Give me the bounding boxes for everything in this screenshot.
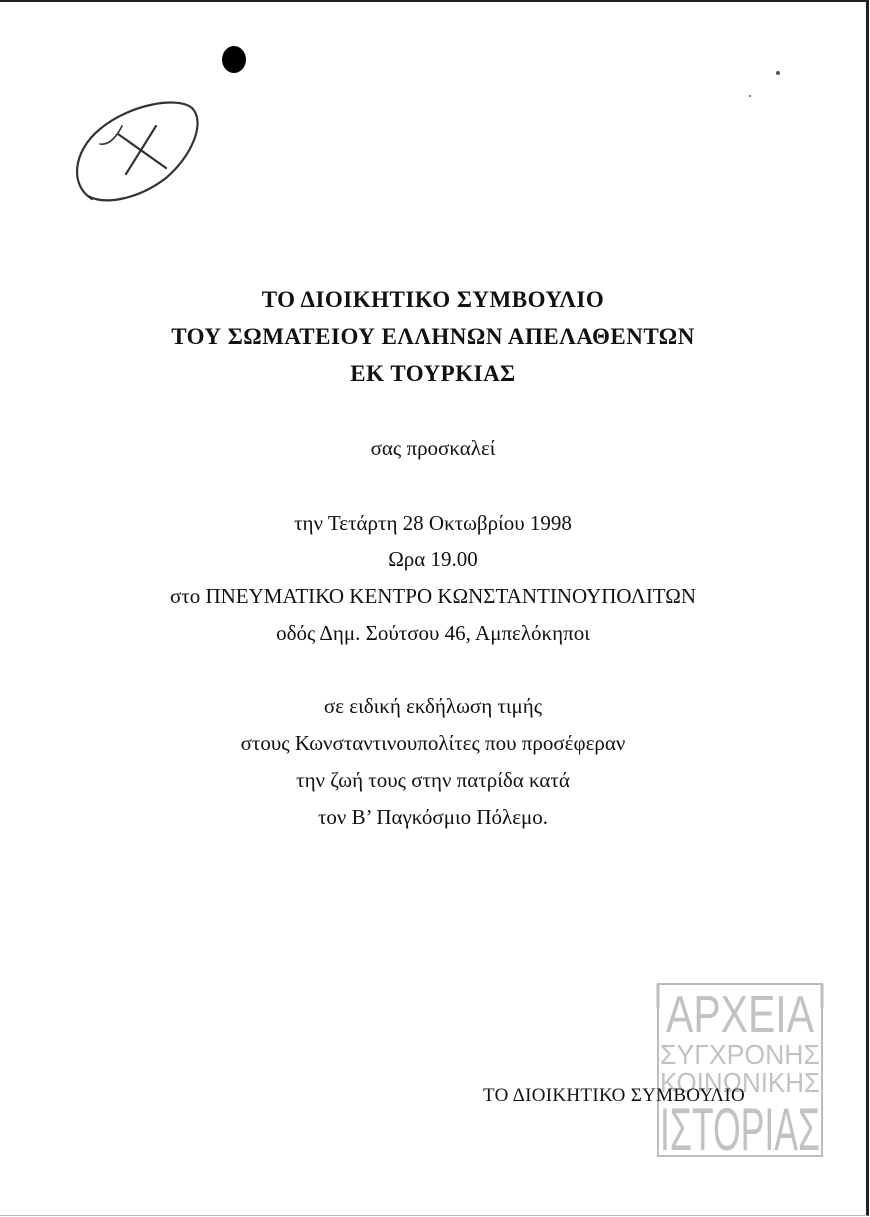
- event-address: οδός Δημ. Σούτσου 46, Αμπελόκηποι: [276, 621, 590, 645]
- heading-line-3: ΕΚ ΤΟΥΡΚΙΑΣ: [350, 361, 516, 386]
- purpose-line-4: τον Β’ Παγκόσμιο Πόλεμο.: [317, 805, 549, 829]
- invite-text: σας προσκαλεί: [370, 436, 496, 460]
- event-time: Ωρα 19.00: [388, 547, 478, 571]
- purpose-line-1: σε ειδική εκδήλωση τιμής: [323, 694, 543, 718]
- dust-speck: [776, 71, 780, 75]
- signature-line: ΤΟ ΔΙΟΙΚΗΤΙΚΟ ΣΥΜΒΟΥΛΙΟ: [483, 1085, 745, 1106]
- purpose-line-2: στους Κωνσταντινουπολίτες που προσέφεραν: [240, 731, 626, 755]
- heading-line-1: ΤΟ ΔΙΟΙΚΗΤΙΚΟ ΣΥΜΒΟΥΛΙΟ: [261, 287, 605, 312]
- dust-speck: [749, 95, 751, 97]
- archive-watermark-stamp: [652, 980, 828, 1163]
- heading-line-2: ΤΟΥ ΣΩΜΑΤΕΙΟΥ ΕΛΛΗΝΩΝ ΑΠΕΛΑΘΕΝΤΩΝ: [171, 324, 695, 349]
- stamp-line-2: ΣΥΓΧΡΟΝΗΣ: [660, 1039, 820, 1070]
- stamp-line-3: ΚΟΙΝΩΝΙΚΗΣ: [660, 1067, 820, 1098]
- stamp-line-4: ΙΣΤΟΡΙΑΣ: [660, 1096, 820, 1163]
- event-date: την Τετάρτη 28 Οκτωβρίου 1998: [294, 511, 572, 535]
- punch-hole: [222, 46, 246, 73]
- stamp-line-1: ΑΡΧΕΙΑ: [666, 986, 815, 1044]
- purpose-line-3: την ζωή τους στην πατρίδα κατά: [296, 768, 570, 792]
- handwritten-circled-x-mark: [70, 94, 210, 209]
- event-venue: στο ΠΝΕΥΜΑΤΙΚΟ ΚΕΝΤΡΟ ΚΩΝΣΤΑΝΤΙΝΟΥΠΟΛΙΤΩΝ: [169, 584, 697, 608]
